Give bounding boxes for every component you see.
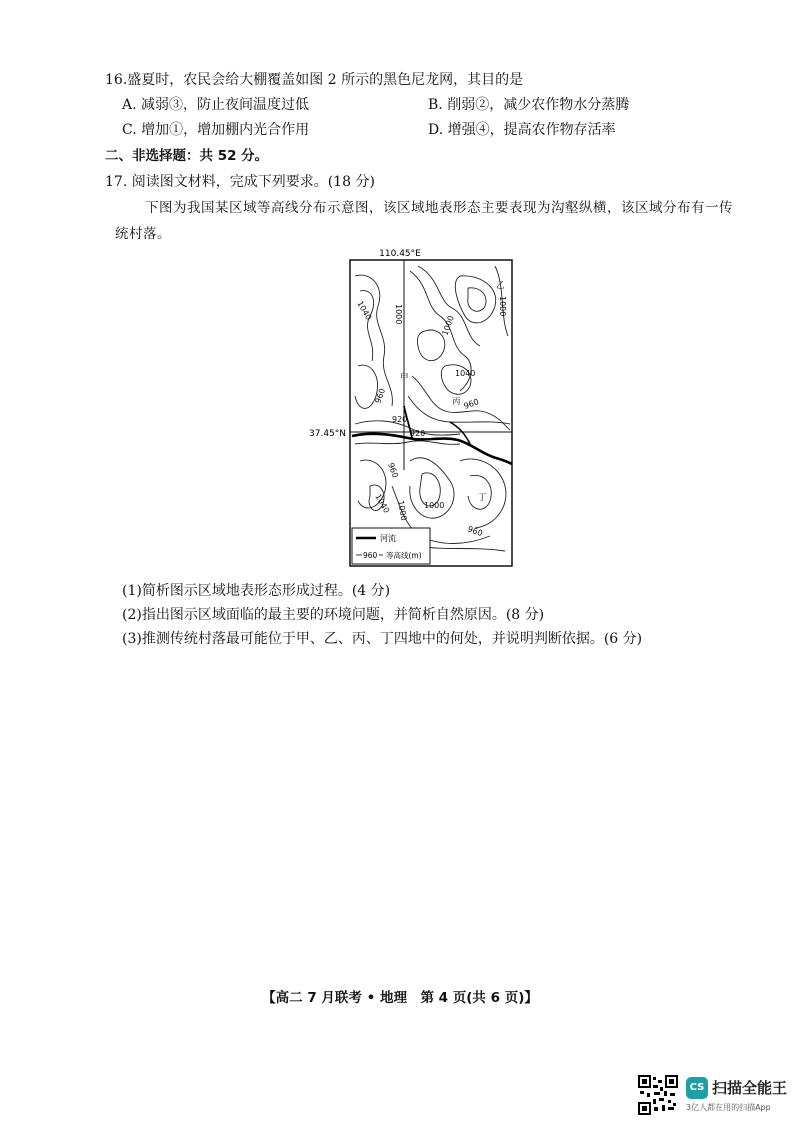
place-label-ding: 丁	[478, 493, 487, 503]
place-label-yi: 乙	[496, 281, 505, 291]
longitude-label: 110.45°E	[379, 249, 421, 259]
contour-label: 1000	[498, 296, 507, 317]
contour-label: 1040	[373, 492, 392, 515]
contour-label: 1000	[440, 314, 456, 337]
contour-label: 920	[392, 415, 408, 424]
contour-label: 1000	[394, 304, 403, 325]
q17-material-line-2: 统村落。	[115, 226, 171, 242]
q17-sub-3: (3)推测传统村落最可能位于甲、乙、丙、丁四地中的何处，并说明判断依据。(6 分)	[122, 631, 643, 647]
legend-contour-value: 960	[363, 551, 378, 560]
contour-map-svg	[300, 246, 530, 576]
q16-option-d: D. 增强④，提高农作物存活率	[428, 122, 616, 138]
camscanner-logo-icon: CS	[686, 1077, 708, 1099]
legend-river-label: 河流	[380, 534, 396, 543]
contour-label: 1040	[455, 369, 476, 378]
contour-label: 1040	[355, 299, 374, 322]
camscanner-tagline: 3亿人都在用的扫描App	[686, 1103, 771, 1112]
page-footer: 【高二 7 月联考 • 地理 第 4 页(共 6 页)】	[262, 990, 538, 1006]
legend-contour-label: 等高线(m)	[386, 551, 422, 560]
q16-option-c: C. 增加①，增加棚内光合作用	[122, 122, 310, 138]
section-2-heading: 二、非选择题：共 52 分。	[105, 148, 269, 164]
contour-map	[300, 246, 530, 576]
q17-stem: 17. 阅读图文材料，完成下列要求。(18 分)	[105, 174, 375, 190]
q16-option-a: A. 减弱③，防止夜间温度过低	[122, 97, 310, 113]
contour-label: 1000	[396, 499, 409, 522]
place-label-bing: 丙	[452, 397, 461, 407]
scanner-watermark	[638, 1075, 788, 1119]
q16-stem: 16.盛夏时，农民会给大棚覆盖如图 2 所示的黑色尼龙网，其目的是	[105, 72, 524, 88]
contour-label: 960	[373, 387, 388, 405]
q17-material-line-1: 下图为我国某区域等高线分布示意图，该区域地表形态主要表现为沟壑纵横，该区域分布有一传	[145, 200, 733, 216]
qr-code-icon	[638, 1075, 678, 1115]
contour-label: 920	[410, 429, 426, 438]
latitude-label: 37.45°N	[309, 429, 346, 439]
contour-label: 960	[466, 524, 484, 539]
contour-label: 1000	[424, 501, 445, 510]
q17-sub-2: (2)指出图示区域面临的最主要的环境问题，并简析自然原因。(8 分)	[122, 607, 545, 623]
q16-option-b: B. 削弱②，减少农作物水分蒸腾	[428, 97, 630, 113]
q17-sub-1: (1)简析图示区域地表形态形成过程。(4 分)	[122, 583, 391, 599]
contour-label: 960	[462, 397, 481, 411]
place-label-jia: 甲	[400, 373, 409, 383]
camscanner-name: 扫描全能王	[712, 1079, 788, 1097]
contour-label: 960	[386, 461, 400, 480]
